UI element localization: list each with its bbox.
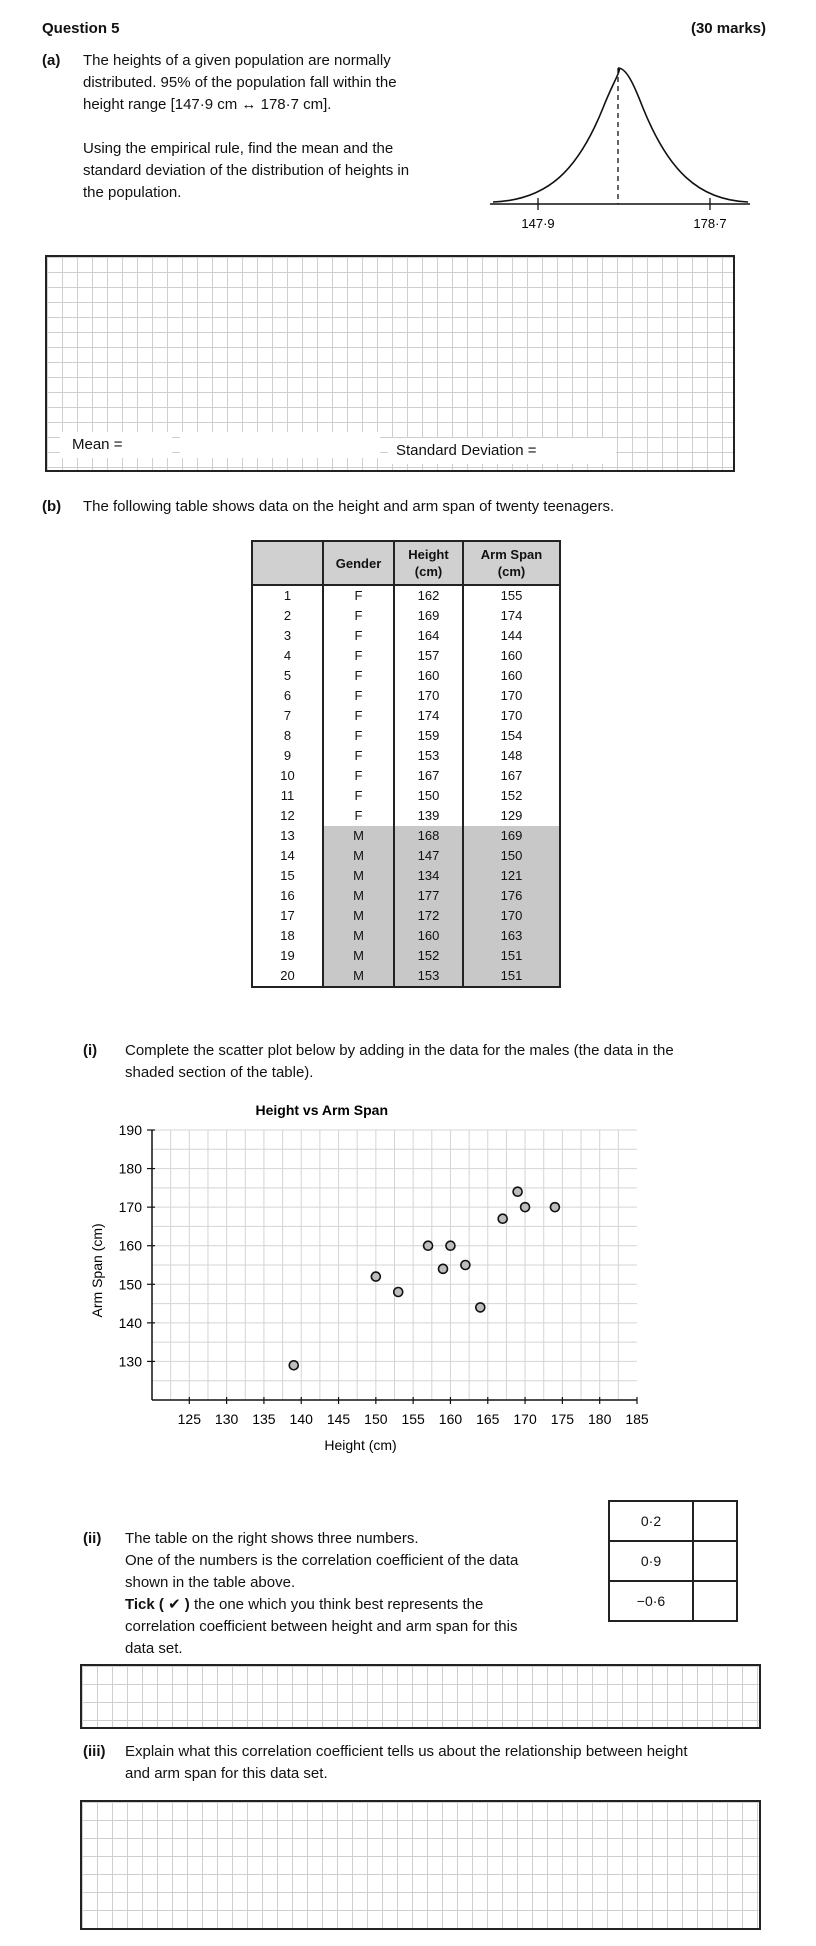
- height-cell: 174: [394, 706, 463, 726]
- correlation-options-table: [608, 1500, 738, 1622]
- gender-cell: M: [323, 846, 394, 866]
- mean-label: Mean =: [60, 432, 172, 458]
- option-value: −0·6: [609, 1581, 693, 1621]
- header-height: [394, 542, 463, 585]
- gender-cell: M: [323, 866, 394, 886]
- header-armspan-line1: Arm Span: [480, 547, 543, 562]
- header-index: [253, 542, 323, 585]
- gender-cell: M: [323, 926, 394, 946]
- data-point: [461, 1261, 470, 1270]
- header-armspan-line2: (cm): [497, 564, 526, 579]
- table-row: [253, 706, 559, 726]
- row-index-cell: 16: [280, 888, 295, 903]
- armspan-cell: 176: [463, 886, 559, 906]
- gender-cell: M: [323, 946, 394, 966]
- chart-title: Height vs Arm Span: [255, 1102, 389, 1118]
- x-tick-label: 135: [252, 1411, 276, 1427]
- data-point: [550, 1203, 559, 1212]
- table-row: [253, 646, 559, 666]
- row-index-cell: 14: [280, 848, 295, 863]
- height-cell: 134: [394, 866, 463, 886]
- height-cell: 159: [394, 726, 463, 746]
- data-table-frame: [251, 540, 561, 988]
- part-ii-text-line: One of the numbers is the correlation coefficient of the data: [125, 1552, 519, 1569]
- data-point: [476, 1303, 485, 1312]
- table-row: [253, 966, 559, 986]
- armspan-cell: 152: [463, 786, 559, 806]
- height-cell: 160: [394, 926, 463, 946]
- gender-cell: M: [323, 906, 394, 926]
- armspan-cell: 121: [463, 866, 559, 886]
- option-tick-cell[interactable]: [693, 1501, 737, 1541]
- data-point: [394, 1288, 403, 1297]
- left-tick-label: 147·9: [521, 216, 555, 231]
- gender-cell: F: [323, 585, 394, 606]
- table-row: [253, 766, 559, 786]
- sd-label: Standard Deviation =: [388, 438, 616, 464]
- table-row: [253, 746, 559, 766]
- x-tick-label: 185: [625, 1411, 649, 1427]
- height-cell: 170: [394, 686, 463, 706]
- row-index-cell: 9: [283, 748, 292, 763]
- table-row: [253, 946, 559, 966]
- row-index-cell: 3: [283, 628, 292, 643]
- height-cell: 172: [394, 906, 463, 926]
- part-a-label: (a): [42, 52, 61, 69]
- gender-cell: F: [323, 646, 394, 666]
- y-tick-label: 180: [118, 1160, 142, 1177]
- armspan-cell: 129: [463, 806, 559, 826]
- gender-cell: F: [323, 766, 394, 786]
- header-height-line2: (cm): [414, 564, 443, 579]
- height-cell: 167: [394, 766, 463, 786]
- y-tick-label: 150: [118, 1276, 142, 1293]
- x-tick-label: 155: [401, 1411, 425, 1427]
- part-b-intro: The following table shows data on the height and arm span of twenty teenagers.: [83, 498, 615, 515]
- part-a-text: [83, 50, 463, 204]
- y-axis-label: Arm Span (cm): [89, 1223, 105, 1318]
- header-armspan: [463, 542, 559, 585]
- row-index-cell: 1: [283, 588, 292, 603]
- armspan-cell: 154: [463, 726, 559, 746]
- part-ii-tick-line: [125, 1594, 595, 1616]
- gender-cell: M: [323, 826, 394, 846]
- part-iii-text-line: and arm span for this data set.: [125, 1765, 328, 1782]
- part-a-instruction-line: Using the empirical rule, find the mean and the: [83, 140, 394, 157]
- table-row: [253, 786, 559, 806]
- row-index-cell: 6: [283, 688, 292, 703]
- row-index-cell: 11: [280, 788, 295, 803]
- x-tick-label: 145: [326, 1411, 351, 1427]
- height-cell: 147: [394, 846, 463, 866]
- part-a-instruction-line: standard deviation of the distribution of heights in: [83, 162, 410, 179]
- gender-cell: F: [323, 606, 394, 626]
- table-row: [253, 886, 559, 906]
- tick-instruction-bold: Tick ( ✔ ): [125, 1596, 190, 1613]
- row-index-cell: 10: [280, 768, 295, 783]
- armspan-cell: 144: [463, 626, 559, 646]
- part-ii-text-line: shown in the table above.: [125, 1574, 296, 1591]
- data-point: [289, 1361, 298, 1370]
- x-tick-label: 170: [513, 1411, 537, 1427]
- part-ii-text: [125, 1528, 595, 1660]
- x-tick-label: 125: [177, 1411, 201, 1427]
- height-cell: 168: [394, 826, 463, 846]
- gender-cell: M: [323, 966, 394, 986]
- data-point: [521, 1203, 530, 1212]
- header-gender: Gender: [323, 542, 394, 585]
- part-ii-text-line: correlation coefficient between height and arm span for this: [125, 1618, 518, 1635]
- mean-input[interactable]: [180, 432, 380, 458]
- data-point: [498, 1214, 507, 1223]
- height-cell: 153: [394, 746, 463, 766]
- part-i-text-line: shaded section of the table).: [125, 1064, 314, 1081]
- height-cell: 153: [394, 966, 463, 986]
- armspan-cell: 163: [463, 926, 559, 946]
- part-ii-text-line: The table on the right shows three numbers.: [125, 1530, 419, 1547]
- armspan-cell: 155: [463, 585, 559, 606]
- height-cell: 160: [394, 666, 463, 686]
- data-point: [513, 1187, 522, 1196]
- table-row: [253, 686, 559, 706]
- part-a-text-line: distributed. 95% of the population fall within the: [83, 74, 397, 91]
- part-a-text-line: The heights of a given population are normally: [83, 52, 391, 69]
- data-table-body: [253, 585, 559, 986]
- armspan-cell: 148: [463, 746, 559, 766]
- gender-cell: F: [323, 746, 394, 766]
- data-point: [446, 1241, 455, 1250]
- x-tick-label: 130: [214, 1411, 239, 1427]
- row-index-cell: 4: [283, 648, 292, 663]
- x-tick-label: 160: [438, 1411, 463, 1427]
- gender-cell: F: [323, 726, 394, 746]
- table-row: [253, 926, 559, 946]
- tick-instruction-rest: the one which you think best represents the: [189, 1596, 484, 1613]
- scatter-plot[interactable]: [80, 1095, 740, 1485]
- row-index-cell: 20: [280, 968, 295, 983]
- armspan-cell: 167: [463, 766, 559, 786]
- armspan-cell: 170: [463, 906, 559, 926]
- table-row: [253, 585, 559, 606]
- armspan-cell: 170: [463, 706, 559, 726]
- y-tick-label: 140: [118, 1314, 142, 1331]
- gender-cell: F: [323, 806, 394, 826]
- armspan-cell: 151: [463, 946, 559, 966]
- armspan-cell: 174: [463, 606, 559, 626]
- gender-cell: F: [323, 666, 394, 686]
- row-index-cell: 18: [280, 928, 295, 943]
- height-cell: 164: [394, 626, 463, 646]
- answer-box-ii[interactable]: [80, 1664, 761, 1729]
- part-i-label: (i): [83, 1042, 98, 1059]
- data-point: [371, 1272, 380, 1281]
- option-value: 0·9: [609, 1541, 693, 1581]
- option-value: 0·2: [609, 1501, 693, 1541]
- part-ii-label: (ii): [83, 1530, 102, 1547]
- x-tick-label: 180: [588, 1411, 612, 1427]
- armspan-cell: 150: [463, 846, 559, 866]
- data-table: [253, 542, 559, 986]
- table-row: [253, 606, 559, 626]
- height-cell: 152: [394, 946, 463, 966]
- row-index-cell: 17: [280, 908, 295, 923]
- row-index-cell: 19: [280, 948, 295, 963]
- row-index-cell: 12: [280, 808, 295, 823]
- row-index-cell: 7: [283, 708, 292, 723]
- question-title: Question 5: [42, 20, 120, 37]
- x-tick-label: 150: [364, 1411, 388, 1427]
- header-height-line1: Height: [408, 547, 449, 562]
- row-index-cell: 8: [283, 728, 292, 743]
- row-index-cell: 15: [280, 868, 295, 883]
- part-iii-text-line: Explain what this correlation coefficient tells us about the relationship between height: [125, 1743, 688, 1760]
- y-tick-label: 130: [118, 1353, 142, 1370]
- normal-curve-diagram: [488, 60, 758, 235]
- table-row: [253, 866, 559, 886]
- height-cell: 169: [394, 606, 463, 626]
- part-a-instruction-line: the population.: [83, 184, 182, 201]
- row-index-cell: 13: [280, 828, 295, 843]
- gender-cell: M: [323, 886, 394, 906]
- part-i-text-line: Complete the scatter plot below by adding in the data for the males (the data in the: [125, 1042, 674, 1059]
- answer-box-iii[interactable]: [80, 1800, 761, 1930]
- table-row: [253, 806, 559, 826]
- x-axis-label: Height (cm): [324, 1437, 397, 1453]
- bell-curve: [493, 68, 748, 202]
- armspan-cell: 169: [463, 826, 559, 846]
- part-ii-text-line: data set.: [125, 1640, 183, 1657]
- part-iii-text: [125, 1741, 775, 1785]
- part-b-label: (b): [42, 498, 62, 515]
- table-row: [253, 826, 559, 846]
- gender-cell: F: [323, 626, 394, 646]
- height-cell: 162: [394, 585, 463, 606]
- right-tick-label: 178·7: [693, 216, 727, 231]
- y-tick-label: 170: [118, 1199, 142, 1216]
- part-a-text-line: height range [147·9 cm ↔ 178·7 cm].: [83, 96, 332, 113]
- height-cell: 139: [394, 806, 463, 826]
- y-tick-label: 160: [118, 1237, 142, 1254]
- data-point: [439, 1264, 448, 1273]
- row-index-cell: 5: [283, 668, 292, 683]
- option-tick-cell[interactable]: [693, 1581, 737, 1621]
- row-index-cell: 2: [283, 608, 292, 623]
- table-row: [253, 666, 559, 686]
- table-row: [253, 726, 559, 746]
- height-cell: 157: [394, 646, 463, 666]
- gender-cell: F: [323, 786, 394, 806]
- table-row: [253, 846, 559, 866]
- marks-label: (30 marks): [690, 20, 766, 37]
- armspan-cell: 170: [463, 686, 559, 706]
- armspan-cell: 160: [463, 646, 559, 666]
- height-cell: 177: [394, 886, 463, 906]
- armspan-cell: 160: [463, 666, 559, 686]
- table-row: [253, 626, 559, 646]
- y-tick-label: 190: [118, 1122, 142, 1138]
- gender-cell: F: [323, 706, 394, 726]
- armspan-cell: 151: [463, 966, 559, 986]
- option-tick-cell[interactable]: [693, 1541, 737, 1581]
- part-iii-label: (iii): [83, 1743, 106, 1760]
- gender-cell: F: [323, 686, 394, 706]
- x-tick-label: 175: [550, 1411, 575, 1427]
- x-tick-label: 165: [476, 1411, 500, 1427]
- table-row: [253, 906, 559, 926]
- height-cell: 150: [394, 786, 463, 806]
- part-i-text: [125, 1040, 775, 1084]
- data-point: [424, 1241, 433, 1250]
- x-tick-label: 140: [289, 1411, 313, 1427]
